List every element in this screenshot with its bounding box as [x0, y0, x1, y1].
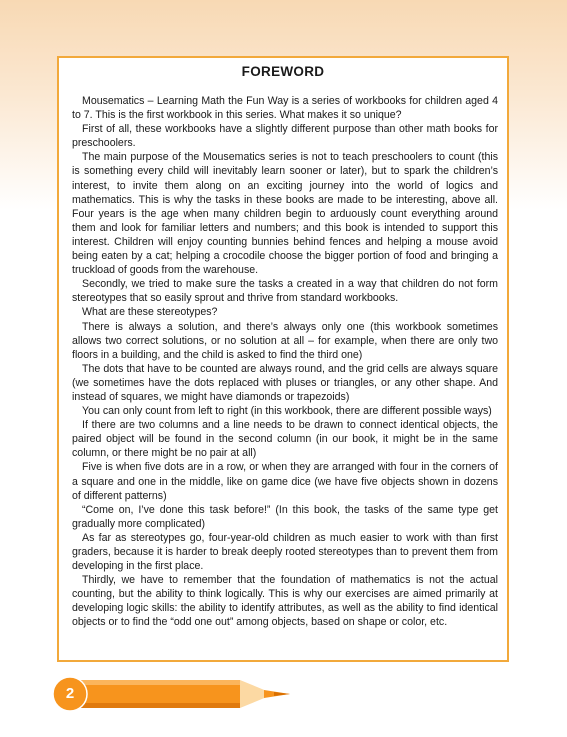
paragraph: The main purpose of the Mousematics series is not to teach preschoolers to count (this is something every child will inevitably learn sooner or later), but to spark the children’s interest, to invite them along on an exciting journey into the world of logics and mathematics. This is why the tasks in these books are made to be interesting, above all. Four years is the age when many children begin to arduously count everything around them and look for familiar letters and numbers; and this book is intended to support this interest. Children will enjoy counting bunnies behind fences and helping a mouse avoid being eaten by a cat; helping a crocodile choose the bigger portion of food and bringing a truckload of goods from the warehouse. [72, 151, 498, 277]
pencil-icon [52, 676, 292, 712]
foreword-frame [57, 56, 509, 662]
paragraph: As far as stereotypes go, four-year-old children as much easier to work with than first graders, because it is harder to break deeply rooted stereotypes than to prevent them from developing in the first place. [72, 531, 498, 573]
page-number: 2 [65, 685, 75, 702]
paragraph: Mousematics – Learning Math the Fun Way is a series of workbooks for children aged 4 to 7. This is the first workbook in this series. What makes it so unique? [72, 95, 498, 122]
paragraph: “Come on, I’ve done this task before!” (In this book, the tasks of the same type get gradually more complicated) [72, 503, 498, 530]
page-title: FOREWORD [241, 64, 325, 79]
paragraph: You can only count from left to right (in this workbook, there are different possible ways) [82, 405, 492, 418]
paragraph: Five is when five dots are in a row, or when they are arranged with four in the corners of a square and one in the middle, like on game dice (we have five objects shown in dozens of different patterns) [72, 461, 498, 502]
pencil-footer [52, 676, 292, 712]
paragraph: First of all, these workbooks have a slightly different purpose than other math books for preschoolers. [72, 123, 498, 150]
paragraph: If there are two columns and a line needs to be drawn to connect identical objects, the paired object will be found in the second column (in our book, it might be in the same column, or there might be no pair at all) [72, 419, 498, 460]
paragraph: There is always a solution, and there’s always only one (this workbook sometimes allows two correct solutions, or no solution at all – for example, when there are only two floors in a building, and the child is asked to find the third one) [72, 320, 498, 361]
paragraph: What are these stereotypes? [82, 306, 218, 319]
paragraph: Secondly, we tried to make sure the tasks a created in a way that children do not form stereotypes that so easily sprout and thrive from standard workbooks. [72, 278, 498, 305]
paragraph: Thirdly, we have to remember that the foundation of mathematics is not the actual counting, but the ability to think logically. This is why our exercises are aimed primarily at developing logic skills: the ability to identify attributes, as well as the ability to find identical objects or to find the “odd one out” among objects, based on shape or color, etc. [72, 574, 498, 629]
foreword-body [72, 94, 498, 630]
paragraph: The dots that have to be counted are always round, and the grid cells are always square (we sometimes have the dots replaced with pluses or triangles, or any other shape. And instead of squares, we might have diamonds or trapezoids) [72, 362, 498, 403]
